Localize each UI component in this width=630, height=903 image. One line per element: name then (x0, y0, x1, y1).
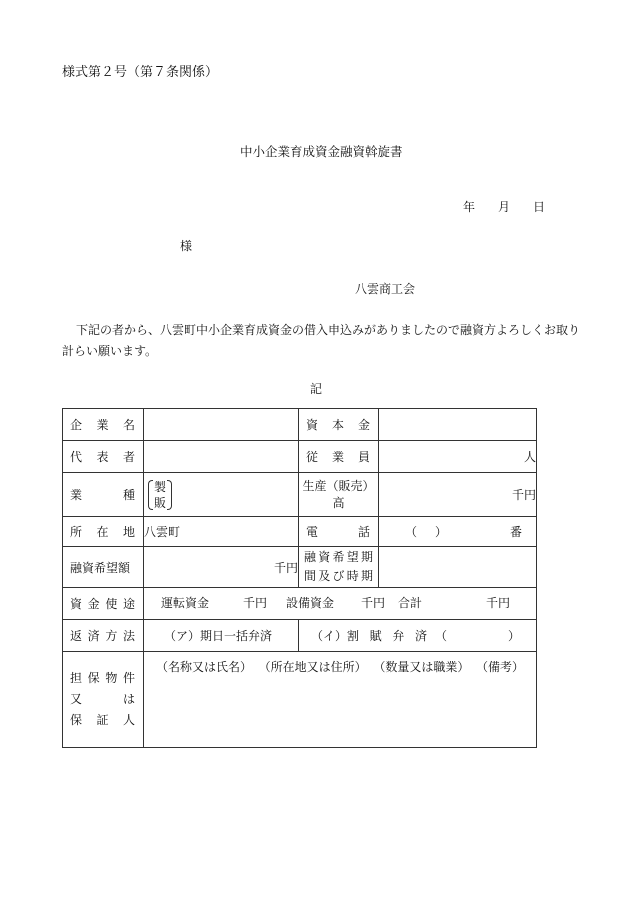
phone-paren-open: （ (405, 525, 418, 539)
label-phone: 電 話 (306, 525, 370, 539)
phone-field[interactable] (379, 517, 537, 547)
capital-field[interactable] (379, 409, 537, 441)
label-address: 所 在 地 (70, 525, 135, 539)
repay-option-i[interactable]: （イ）割 賦 弁 済 （ ） (299, 620, 537, 652)
row-usage (63, 588, 537, 620)
loan-amount-unit: 千円 (273, 560, 298, 575)
phone-number-suffix: 番 (509, 525, 522, 539)
total-unit: 千円 (486, 595, 511, 610)
col-header-name: （名称又は氏名） (156, 660, 253, 674)
employees-field[interactable] (379, 441, 537, 473)
employees-unit: 人 (523, 450, 536, 464)
working-capital-unit: 千円 (243, 595, 268, 610)
working-capital-label: 運転資金 (161, 595, 210, 610)
row-representative (63, 441, 537, 473)
business-type-field[interactable] (144, 473, 299, 517)
label-loan-amount: 融資希望額 (63, 547, 144, 588)
body-text-line2: 計らい願います。 (62, 344, 158, 358)
row-business (63, 473, 537, 517)
collateral-field[interactable] (144, 652, 537, 748)
col-header-notes: （備考） (475, 660, 524, 674)
row-repayment (63, 620, 537, 652)
label-usage: 資 金 使 途 (70, 597, 135, 611)
form-number: 様式第２号（第７条関係） (62, 65, 219, 80)
equipment-capital-label: 設備資金 (286, 595, 335, 610)
phone-paren-close: ） (434, 525, 447, 539)
col-header-address: （所在地又は住所） (258, 660, 367, 674)
company-name-field[interactable] (144, 409, 299, 441)
address-field[interactable] (144, 517, 299, 547)
row-collateral (63, 652, 537, 748)
label-collateral: 担 保 物 件 又 は 保 証 人 (63, 652, 144, 748)
date-month: 月 (498, 200, 511, 214)
mfg-label: 製 (154, 479, 167, 494)
usage-field[interactable] (144, 588, 537, 620)
label-company-name: 企 業 名 (70, 418, 135, 432)
ki-heading: 記 (310, 382, 323, 396)
row-address (63, 517, 537, 547)
loan-amount-field[interactable] (144, 547, 299, 588)
label-employees: 従 業 員 (306, 450, 370, 464)
col-header-quantity: （数量又は職業） (373, 660, 470, 674)
label-business-type: 業 種 (70, 488, 135, 502)
sender-name: 八雲商工会 (355, 282, 416, 296)
row-company (63, 409, 537, 441)
repay-option-a[interactable]: （ア）期日一括弁済 (144, 620, 299, 652)
equipment-capital-unit: 千円 (361, 595, 386, 610)
sales-label: 販 (154, 495, 167, 510)
production-unit: 千円 (511, 488, 536, 502)
representative-field[interactable] (144, 441, 299, 473)
label-capital: 資 本 金 (306, 418, 370, 432)
label-representative: 代 表 者 (70, 450, 135, 464)
row-loan (63, 547, 537, 588)
label-repayment: 返 済 方 法 (70, 629, 135, 643)
label-production: 生産（販売） 高 (299, 473, 379, 517)
total-label: 合計 (398, 595, 423, 610)
date-year: 年 (463, 200, 476, 214)
body-text-line1: 下記の者から、八雲町中小企業育成資金の借入申込みがありましたので融資方よろしくお取り (76, 323, 581, 337)
production-field[interactable] (379, 473, 537, 517)
label-loan-period: 融 資 希 望 期 間 及 び 時 期 (299, 547, 379, 588)
application-table (62, 408, 537, 748)
loan-period-field[interactable] (379, 547, 537, 588)
date-day: 日 (533, 200, 546, 214)
document-title: 中小企業育成資金融資斡旋書 (240, 144, 403, 159)
addressee-suffix: 様 (180, 239, 193, 253)
address-value: 八雲町 (144, 525, 181, 539)
mfg-sales-bracket (148, 479, 172, 511)
